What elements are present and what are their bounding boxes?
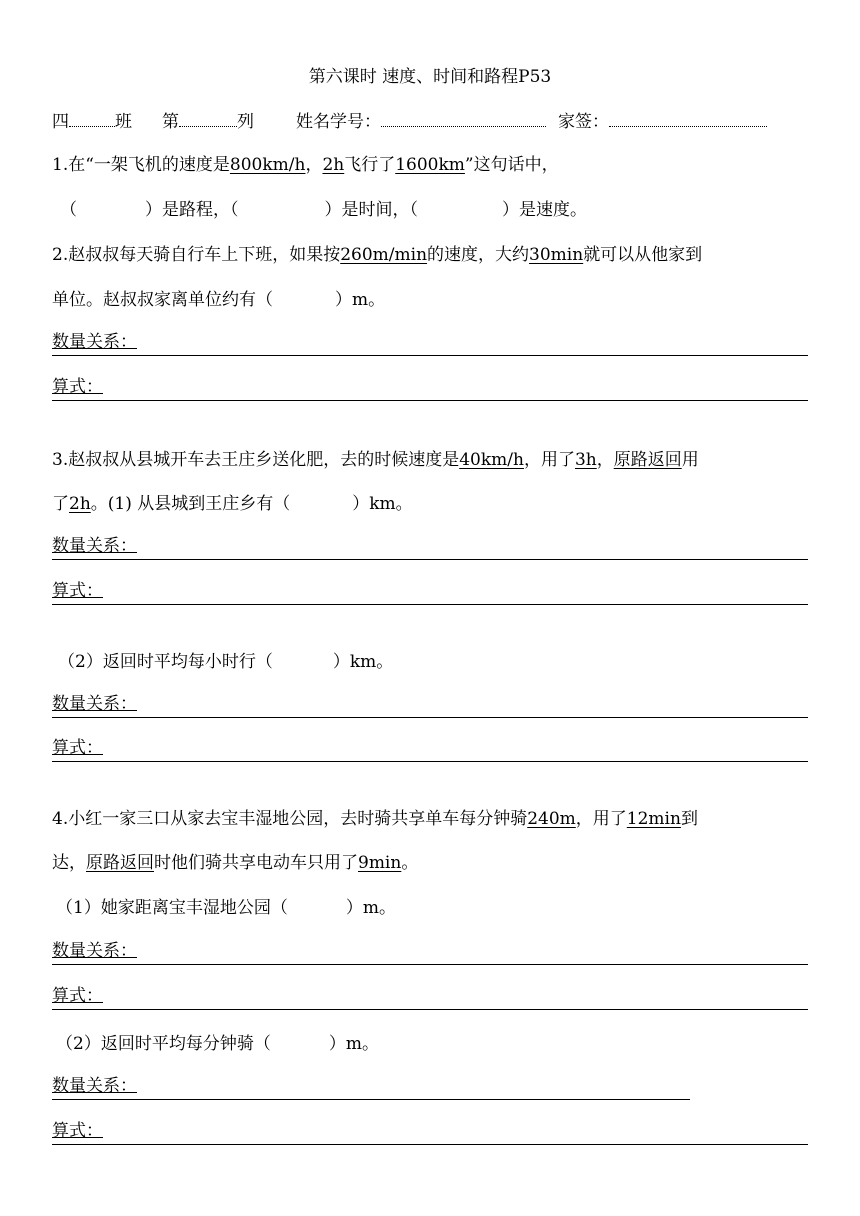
q3-post: 用	[681, 450, 699, 470]
q3-line2	[52, 493, 413, 515]
q4-sub1	[56, 897, 396, 919]
q3-sub2-unit: ）km。	[332, 652, 394, 672]
q1-comma: ，	[305, 155, 323, 175]
q1-bracket-open: （	[60, 200, 77, 220]
q1-speed-answer-label: ）是速度。	[502, 200, 587, 220]
q3-time: 3h	[574, 450, 597, 470]
class-blank[interactable]	[69, 110, 115, 127]
q4-sub2-question: （2）返回时平均每分钟骑（	[56, 1034, 271, 1054]
q2-speed: 260m/min	[340, 245, 428, 265]
formula-label: 算式：	[52, 986, 103, 1006]
q3-line2-start: 了	[52, 494, 69, 514]
class-label: 班	[115, 112, 132, 132]
q4-text: 4.小红一家三口从家去宝丰湿地公园，去时骑共享单车每分钟骑	[52, 809, 528, 829]
q3-sub2	[58, 651, 393, 673]
q4-sub1-unit: ）m。	[345, 898, 396, 918]
q4-sub2	[56, 1033, 379, 1055]
q2-formula-line[interactable]	[52, 376, 808, 401]
q4-return-time: 9min	[358, 853, 402, 873]
row-lie-label: 列	[237, 112, 254, 132]
page-title: 第六课时 速度、时间和路程P53	[308, 67, 552, 87]
q4-sub1-relation-line[interactable]	[52, 940, 808, 965]
q3-comma: ，	[596, 450, 614, 470]
q4-line2-start: 达，	[52, 853, 86, 873]
formula-label: 算式：	[52, 738, 103, 758]
parent-sign-label: 家签：	[558, 112, 609, 132]
q3-sub1-relation-line[interactable]	[52, 535, 808, 560]
q1-post: ”这句话中，	[464, 155, 559, 175]
q3-sub2-formula-line[interactable]	[52, 737, 808, 762]
q4-time: 12min	[626, 809, 681, 829]
q4-sub2-relation-line[interactable]	[52, 1075, 690, 1100]
q4-line2-mid: 时他们骑共享电动车只用了	[154, 853, 358, 873]
q4-mid: ，用了	[575, 809, 627, 829]
relation-label: 数量关系：	[52, 941, 137, 961]
q1-line2	[60, 199, 587, 221]
formula-label: 算式：	[52, 1121, 103, 1141]
q1-line1	[52, 154, 559, 176]
q3-sub2-question: （2）返回时平均每小时行（	[58, 652, 273, 672]
q2-question: 单位。赵叔叔家离单位约有（	[52, 290, 273, 310]
q1-mid: 飞行了	[344, 155, 396, 175]
q3-sub1-question: 。(1) 从县城到王庄乡有（	[90, 494, 291, 514]
q4-post: 到	[680, 809, 698, 829]
q2-post: 就可以从他家到	[583, 245, 703, 265]
q2-relation-line[interactable]	[52, 331, 808, 356]
name-blank[interactable]	[381, 110, 546, 127]
q1-distance-answer-label: ）是路程，（	[145, 200, 239, 220]
q1-text: 1.在“一架飞机的速度是	[52, 155, 230, 175]
q4-line2	[52, 852, 418, 874]
q2-text: 2.赵叔叔每天骑自行车上下班，如果按	[52, 245, 341, 265]
formula-label: 算式：	[52, 377, 103, 397]
student-info-row	[52, 110, 767, 133]
row-di-label: 第	[162, 112, 179, 132]
q4-return-phrase: 原路返回	[86, 853, 154, 873]
row-blank[interactable]	[179, 110, 237, 127]
q4-line1	[52, 808, 698, 830]
name-label: 姓名学号：	[296, 112, 381, 132]
q3-line1	[52, 449, 699, 471]
q2-mid: 的速度，大约	[427, 245, 530, 265]
q3-return-time: 2h	[69, 494, 91, 514]
q2-time: 30min	[529, 245, 584, 265]
relation-label: 数量关系：	[52, 1076, 137, 1096]
grade-text: 四	[52, 112, 69, 132]
relation-label: 数量关系：	[52, 536, 137, 556]
q3-sub2-relation-line[interactable]	[52, 693, 808, 718]
q4-sub1-question: （1）她家距离宝丰湿地公园（	[56, 898, 288, 918]
relation-label: 数量关系：	[52, 694, 137, 714]
formula-label: 算式：	[52, 581, 103, 601]
q3-speed: 40km/h	[459, 450, 524, 470]
q4-sub1-formula-line[interactable]	[52, 985, 808, 1010]
q2-line2	[52, 289, 385, 311]
q1-time-answer-label: ）是时间，（	[324, 200, 418, 220]
q1-distance: 1600km	[395, 155, 465, 175]
q3-return-phrase: 原路返回	[613, 450, 682, 470]
q3-text: 3.赵叔叔从县城开车去王庄乡送化肥，去的时候速度是	[52, 450, 460, 470]
q3-sub1-formula-line[interactable]	[52, 580, 808, 605]
q2-line1	[52, 244, 702, 266]
q3-sub1-unit: ）km。	[352, 494, 413, 514]
q3-mid: ，用了	[523, 450, 575, 470]
q2-unit: ）m。	[335, 290, 386, 310]
q4-speed: 240m	[527, 809, 576, 829]
q4-sub2-unit: ）m。	[328, 1034, 379, 1054]
q4-sub2-formula-line[interactable]	[52, 1120, 808, 1145]
q4-line2-end: 。	[401, 853, 419, 873]
sign-blank[interactable]	[609, 110, 767, 127]
q1-speed: 800km/h	[229, 155, 306, 175]
q1-time: 2h	[322, 155, 345, 175]
relation-label: 数量关系：	[52, 332, 137, 352]
